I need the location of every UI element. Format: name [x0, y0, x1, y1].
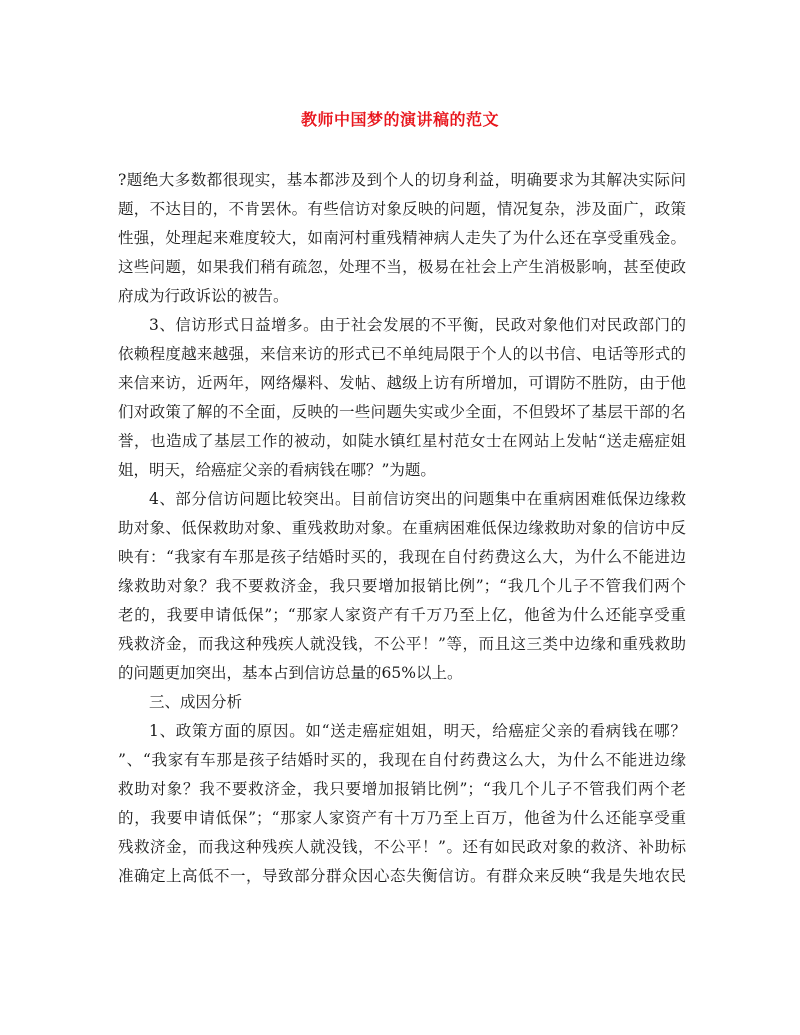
- text-line: 残救济金，而我这种残疾人就没钱，不公平！”。还有如民政对象的救济、补助标: [118, 838, 686, 856]
- text-line: 们对政策了解的不全面，反映的一些问题失实或少全面，不但毁坏了基层干部的名: [118, 403, 686, 421]
- text-line: 姐，明天，给癌症父亲的看病钱在哪？”为题。: [118, 461, 436, 479]
- text-line: 准确定上高低不一，导致部分群众因心态失衡信访。有群众来反映“我是失地农民: [118, 867, 686, 885]
- text-line: 的问题更加突出，基本占到信访总量的65%以上。: [118, 664, 463, 682]
- text-line: ”、“我家有车那是孩子结婚时买的，我现在自付药费这么大，为什么不能进边缘: [118, 751, 686, 769]
- text-line: 1、政策方面的原因。如“送走癌症姐姐，明天，给癌症父亲的看病钱在哪？: [149, 722, 686, 740]
- text-line: 的，我要申请低保”；“那家人家资产有十万乃至上百万，他爸为什么还能享受重: [118, 809, 686, 827]
- section-heading: 三、成因分析: [149, 693, 243, 711]
- text-line: 依赖程度越来越强，来信来访的形式已不单纯局限于个人的以书信、电话等形式的: [118, 345, 686, 363]
- text-line: 残救济金，而我这种残疾人就没钱，不公平！”等，而且这三类中边缘和重残救助: [118, 635, 686, 653]
- text-line: 誉，也造成了基层工作的被动，如陡水镇红星村范女士在网站上发帖“送走癌症姐: [118, 432, 686, 450]
- text-line: 助对象、低保救助对象、重残救助对象。在重病困难低保边缘救助对象的信访中反: [118, 519, 686, 537]
- document-body: [118, 166, 686, 891]
- text-line: 缘救助对象？我不要救济金，我只要增加报销比例”；“我几个儿子不管我们两个: [118, 577, 686, 595]
- text-line: 4、部分信访问题比较突出。目前信访突出的问题集中在重病困难低保边缘救: [149, 490, 686, 508]
- text-line: 性强，处理起来难度较大，如南河村重残精神病人走失了为什么还在享受重残金。: [118, 229, 686, 247]
- text-line: 来信来访，近两年，网络爆料、发帖、越级上访有所增加，可谓防不胜防，由于他: [118, 374, 686, 392]
- text-line: ?题绝大多数都很现实，基本都涉及到个人的切身利益，明确要求为其解决实际问: [118, 171, 686, 189]
- text-line: 映有：“我家有车那是孩子结婚时买的，我现在自付药费这么大，为什么不能进边: [118, 548, 686, 566]
- document-title: 教师中国梦的演讲稿的范文: [300, 110, 499, 129]
- text-line: 救助对象？我不要救济金，我只要增加报销比例”；“我几个儿子不管我们两个老: [118, 780, 686, 798]
- text-line: 府成为行政诉讼的被告。: [118, 287, 289, 305]
- text-line: 老的，我要申请低保”；“那家人家资产有千万乃至上亿，他爸为什么还能享受重: [118, 606, 686, 624]
- text-line: 这些问题，如果我们稍有疏忽，处理不当，极易在社会上产生消极影响，甚至使政: [118, 258, 686, 276]
- text-line: 3、信访形式日益增多。由于社会发展的不平衡，民政对象他们对民政部门的: [149, 316, 686, 334]
- text-line: 题，不达目的，不肯罢休。有些信访对象反映的问题，情况复杂，涉及面广，政策: [118, 200, 686, 218]
